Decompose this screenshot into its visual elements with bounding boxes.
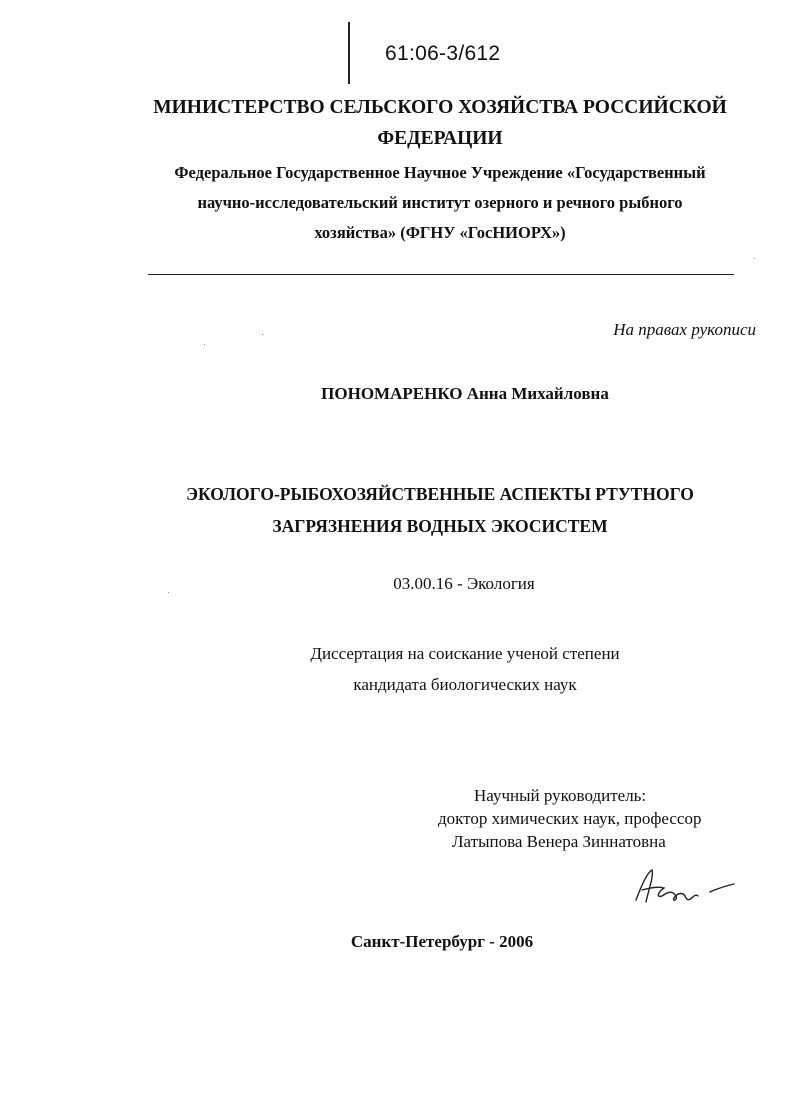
institute-heading bbox=[0, 158, 798, 248]
scan-speck bbox=[262, 334, 263, 335]
scan-speck bbox=[204, 344, 205, 345]
supervisor-label: Научный руководитель: bbox=[474, 786, 647, 805]
ministry-line-1: МИНИСТЕРСТВО СЕЛЬСКОГО ХОЗЯЙСТВА РОССИЙСКОЙ bbox=[153, 97, 727, 118]
institute-line-1: Федеральное Государственное Научное Учреждение «Государственный bbox=[174, 163, 706, 182]
margin-vertical-line bbox=[348, 22, 350, 84]
specialty: 03.00.16 - Экология bbox=[393, 574, 535, 593]
city-year: Санкт-Петербург - 2006 bbox=[350, 932, 534, 951]
degree-line-2: кандидата биологических наук bbox=[353, 675, 577, 694]
scan-speck bbox=[754, 258, 755, 259]
thesis-title bbox=[0, 478, 798, 542]
author-surname: ПОНОМАРЕНКО bbox=[321, 384, 463, 403]
thesis-title-line-2: ЗАГРЯЗНЕНИЯ ВОДНЫХ ЭКОСИСТЕМ bbox=[272, 516, 608, 536]
supervisor-name: Латыпова Венера Зиннатовна bbox=[452, 832, 666, 851]
thesis-title-line-1: ЭКОЛОГО-РЫБОХОЗЯЙСТВЕННЫЕ АСПЕКТЫ РТУТНОГО bbox=[186, 484, 694, 504]
institute-line-2: научно-исследовательский институт озерного и речного рыбного bbox=[197, 193, 683, 212]
ministry-line-2: ФЕДЕРАЦИИ bbox=[377, 128, 503, 149]
author-name bbox=[0, 384, 798, 404]
supervisor-credentials: доктор химических наук, профессор bbox=[438, 809, 702, 828]
institute-line-3: хозяйства» (ФГНУ «ГосНИОРХ») bbox=[314, 223, 566, 242]
degree-statement bbox=[0, 638, 798, 700]
author-given-names: Анна Михайловна bbox=[466, 384, 609, 403]
degree-line-1: Диссертация на соискание ученой степени bbox=[310, 644, 620, 663]
horizontal-divider bbox=[148, 274, 734, 275]
scan-speck bbox=[168, 592, 169, 593]
rights-note: На правах рукописи bbox=[613, 320, 756, 339]
ministry-heading bbox=[0, 92, 798, 154]
catalog-number: 61:06-3/612 bbox=[385, 42, 501, 65]
supervisor-signature bbox=[628, 862, 738, 912]
